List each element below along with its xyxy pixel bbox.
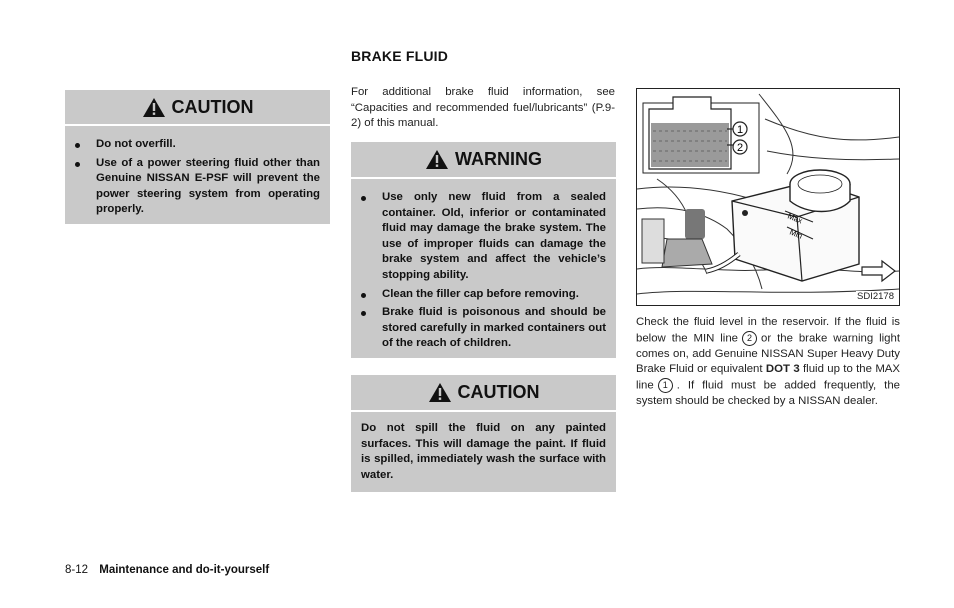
warning-title: WARNING	[455, 149, 542, 169]
page-footer	[65, 564, 269, 576]
left-caution-box	[65, 90, 330, 224]
warning-item: Use only new fluid from a sealed container. Old, inferior or contaminated fluid may damage the brake system. The use of improper fluids can damage the brake system and affect the vehicle’s stopping ability.	[351, 190, 606, 284]
warning-header	[351, 142, 616, 179]
left-caution-item: Use of a power steering fluid other than Genuine NISSAN E-PSF will prevent the power steering system from operating properly.	[65, 156, 320, 218]
spill-caution-title: CAUTION	[457, 382, 540, 402]
figure-code: SDI2178	[857, 291, 894, 302]
spill-caution-text: Do not spill the fluid on any painted surfaces. This will damage the paint. If fluid is spilled, immediately wash the surface with water.	[361, 422, 606, 481]
warning-box	[351, 142, 616, 358]
warning-item: Clean the filler cap before removing.	[351, 287, 606, 303]
check-text-4: . If fluid must be added frequently, the system should be checked by a NISSAN dealer.	[636, 379, 900, 407]
warning-item: Brake fluid is poisonous and should be stored carefully in marked containers out of the reach of children.	[351, 305, 606, 352]
chapter-title: Maintenance and do-it-yourself	[99, 564, 270, 576]
section-heading: BRAKE FLUID	[351, 48, 449, 64]
warning-triangle-icon	[142, 97, 166, 118]
min-line-label: Min	[788, 227, 804, 241]
check-text-2: or the brake warning light comes on, add Genuine NISSAN Super Heavy Duty Brake Fluid or equivalent	[636, 332, 900, 376]
spill-caution-header	[351, 375, 616, 412]
min-line-callout: 2	[742, 331, 757, 346]
max-line-label: Max	[786, 211, 804, 226]
brake-reservoir-figure	[636, 88, 900, 306]
warning-triangle-icon	[425, 149, 449, 170]
left-caution-item: Do not overfill.	[65, 137, 320, 153]
left-caution-header	[65, 90, 330, 126]
left-caution-title: CAUTION	[171, 96, 254, 117]
brake-reservoir-illustration	[637, 89, 899, 305]
section-intro: For additional brake fluid information, see “Capacities and recommended fuel/lubricants” (P.9-2) of this manual.	[351, 86, 615, 130]
callout-1-label: 1	[736, 124, 744, 136]
callout-2-label: 2	[736, 142, 744, 154]
check-paragraph	[636, 315, 900, 410]
dot-rating: DOT 3	[765, 363, 800, 376]
max-line-callout: 1	[658, 378, 673, 393]
page-number: 8-12	[65, 564, 89, 576]
spill-caution-box	[351, 375, 616, 492]
check-text-3: fluid up to the MAX line	[636, 363, 901, 392]
warning-triangle-icon	[428, 382, 452, 403]
check-text-1: Check the fluid level in the reservoir. If the fluid is below the MIN line	[636, 316, 900, 345]
